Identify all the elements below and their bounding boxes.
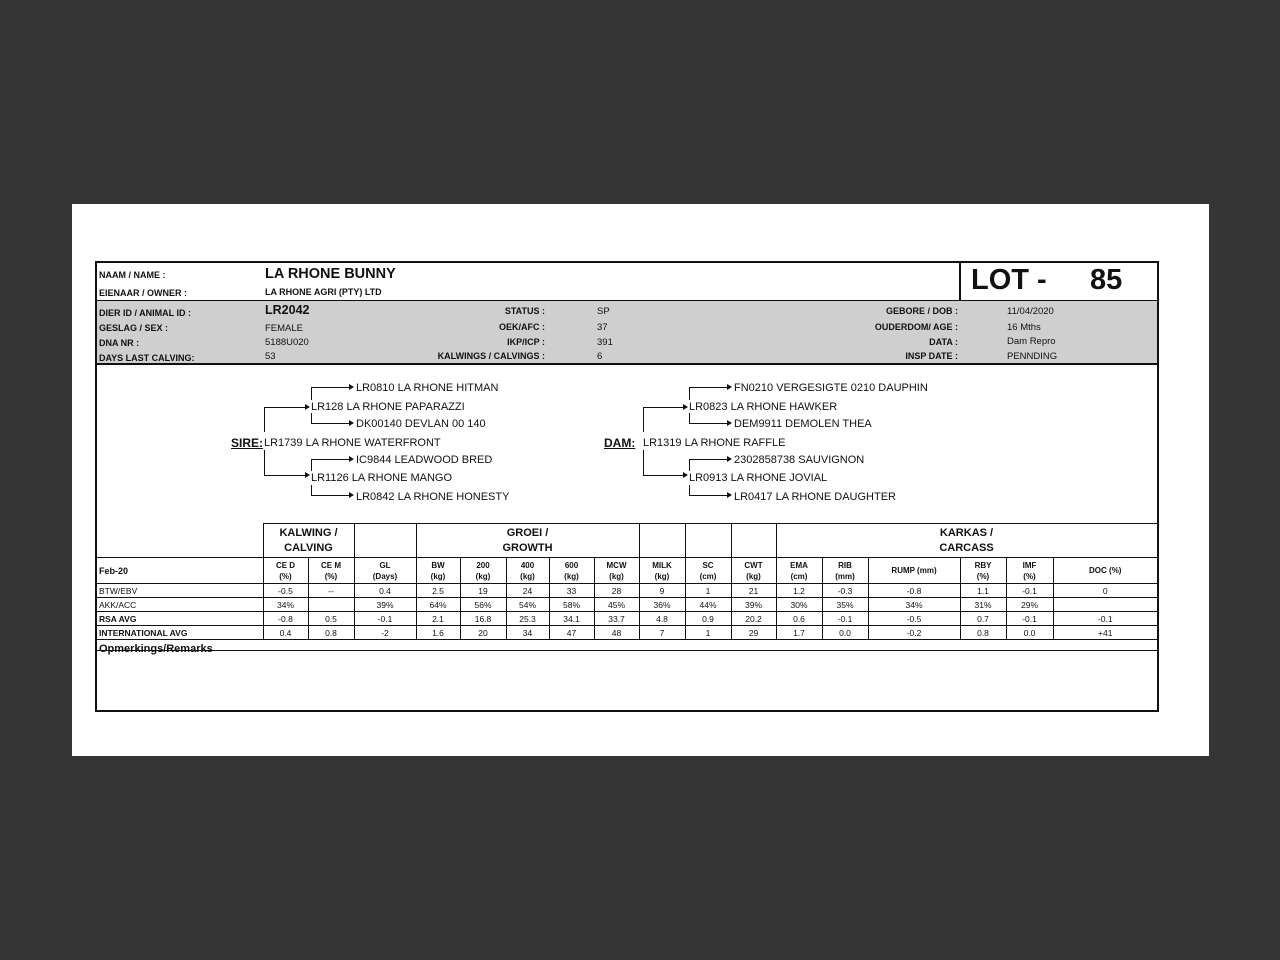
table-cell: 28 [594,584,639,598]
table-cell: 2.5 [416,584,460,598]
table-cell: 0 [1053,584,1157,598]
table-cell: 35% [822,598,868,612]
arrow-icon [683,404,688,410]
column-header: RUMP (mm) [868,558,960,584]
table-cell: 33.7 [594,612,639,626]
table-cell: 58% [549,598,594,612]
sex-label: GESLAG / SEX : [99,323,169,333]
table-cell: 1 [685,626,731,640]
table-cell: 48 [594,626,639,640]
dam-label: DAM: [604,436,636,450]
table-cell: 0.6 [776,612,822,626]
dam-dam-sire-name: 2302858738 SAUVIGNON [734,454,865,466]
divider [97,363,1157,365]
column-header: CE D (%) [263,558,308,584]
dam-sire-dam-name: DEM9911 DEMOLEN THEA [734,418,872,430]
table-row [97,598,1157,612]
table-cell: 31% [960,598,1006,612]
dam-dam-dam-name: LR0417 LA RHONE DAUGHTER [734,491,896,503]
pedigree-connector [689,387,730,400]
table-cell: 2.1 [416,612,460,626]
group-calving: KALWING / CALVING [263,524,354,558]
table-corner [97,524,263,558]
group-carcass: KARKAS / CARCASS [776,524,1157,558]
sire-dam-dam-name: LR0842 LA RHONE HONESTY [356,491,510,503]
table-cell: -0.1 [354,612,416,626]
pedigree-connector [689,459,730,471]
table-cell: 4.8 [639,612,685,626]
afc-label: OEK/AFC : [499,322,545,332]
group-header-row [97,524,1157,558]
lot-number: 85 [1090,264,1123,296]
sire-sire-dam-name: DK00140 DEVLAN 00 140 [356,418,486,430]
table-cell [639,524,685,558]
table-cell: 30% [776,598,822,612]
dam-sire-name: LR0823 LA RHONE HAWKER [689,401,838,413]
table-cell: 39% [354,598,416,612]
table-cell: 33 [549,584,594,598]
arrow-icon [727,492,732,498]
dob-label: GEBORE / DOB : [885,306,958,316]
pedigree-connector [643,407,686,432]
table-cell: -0.1 [1006,612,1053,626]
arrow-icon [305,472,310,478]
column-header: SC (cm) [685,558,731,584]
table-cell: -0.8 [263,612,308,626]
column-header: BW (kg) [416,558,460,584]
column-header: MCW (kg) [594,558,639,584]
table-cell: 16.8 [460,612,506,626]
pedigree-connector [264,407,308,432]
status-value: SP [597,306,610,317]
table-cell: 56% [460,598,506,612]
column-header: DOC (%) [1053,558,1157,584]
lot-box [959,263,1161,300]
table-cell: +41 [1053,626,1157,640]
table-row [97,584,1157,598]
table-cell: 36% [639,598,685,612]
sire-label: SIRE: [231,436,264,450]
data-label: DATA : [929,337,958,347]
table-cell: 19 [460,584,506,598]
table-cell: 44% [685,598,731,612]
table-cell: -0.2 [868,626,960,640]
column-header-row [97,558,1157,584]
owner-value: LA RHONE AGRI (PTY) LTD [265,287,382,297]
table-cell: 7 [639,626,685,640]
table-cell [685,524,731,558]
table-cell: 1.6 [416,626,460,640]
ebv-table [97,523,1157,640]
table-cell: -2 [354,626,416,640]
name-label: NAAM / NAME : [99,270,166,280]
table-cell: 1.1 [960,584,1006,598]
sex-value: FEMALE [265,323,304,334]
column-header: GL (Days) [354,558,416,584]
table-cell: -0.1 [1006,584,1053,598]
column-header: 200 (kg) [460,558,506,584]
table-cell: 0.4 [354,584,416,598]
table-cell: 21 [731,584,776,598]
table-cell: 0.9 [685,612,731,626]
info-band [97,301,1157,363]
days-label: DAYS LAST CALVING: [99,353,195,363]
table-cell: -0.8 [868,584,960,598]
age-value: 16 Mths [1007,322,1041,333]
arrow-icon [349,456,354,462]
row-label: RSA AVG [97,612,263,626]
icp-label: IKP/ICP : [507,337,545,347]
column-header: 600 (kg) [549,558,594,584]
dna-label: DNA NR : [99,338,140,348]
table-cell: 29 [731,626,776,640]
pedigree-connector [689,485,730,496]
pedigree-connector [311,485,352,496]
arrow-icon [727,456,732,462]
lot-label: LOT - [971,264,1047,296]
arrow-icon [349,492,354,498]
sire-sire-name: LR128 LA RHONE PAPARAZZI [311,401,465,413]
sire-dam-name: LR1126 LA RHONE MANGO [311,472,453,484]
table-cell: 39% [731,598,776,612]
icp-value: 391 [597,337,613,348]
arrow-icon [727,384,732,390]
table-cell: -0.1 [1053,612,1157,626]
group-growth: GROEI / GROWTH [416,524,639,558]
arrow-icon [349,420,354,426]
pedigree-connector [311,387,352,400]
table-cell [354,524,416,558]
table-cell: -0.3 [822,584,868,598]
column-header: RIB (mm) [822,558,868,584]
table-cell: 34% [263,598,308,612]
owner-label: EIENAAR / OWNER : [99,288,188,298]
date-label: Feb-20 [97,558,263,584]
table-cell: 34.1 [549,612,594,626]
column-header: 400 (kg) [506,558,549,584]
animal-id-value: LR2042 [265,303,310,317]
animal-id-label: DIER ID / ANIMAL ID : [99,308,191,318]
age-label: OUDERDOM/ AGE : [874,322,958,332]
table-cell: 1.7 [776,626,822,640]
table-cell: 0.0 [1006,626,1053,640]
table-cell: 25.3 [506,612,549,626]
pedigree-connector [264,450,308,476]
table-cell: 54% [506,598,549,612]
row-label: AKK/ACC [97,598,263,612]
arrow-icon [349,384,354,390]
days-value: 53 [265,351,276,362]
table-row [97,626,1157,640]
table-cell: -0.1 [822,612,868,626]
table-cell: 64% [416,598,460,612]
table-cell: 9 [639,584,685,598]
arrow-icon [305,404,310,410]
insp-value: PENNDING [1007,351,1058,362]
column-header: MILK (kg) [639,558,685,584]
table-cell: 34% [868,598,960,612]
sire-name: LR1739 LA RHONE WATERFRONT [264,437,441,449]
table-cell: 0.7 [960,612,1006,626]
row-label: INTERNATIONAL AVG [97,626,263,640]
table-cell: 0.5 [308,612,354,626]
data-value: Dam Repro [1007,336,1056,347]
column-header: CWT (kg) [731,558,776,584]
table-cell: 34 [506,626,549,640]
dam-name: LR1319 LA RHONE RAFFLE [643,437,786,449]
arrow-icon [727,420,732,426]
table-cell [308,598,354,612]
table-cell [731,524,776,558]
pedigree-connector [689,413,730,424]
table-cell: 1.2 [776,584,822,598]
pedigree-connector [311,459,352,471]
column-header: CE M (%) [308,558,354,584]
dam-sire-sire-name: FN0210 VERGESIGTE 0210 DAUPHIN [734,382,928,394]
calvings-label: KALWINGS / CALVINGS : [437,351,545,361]
table-cell: 0.4 [263,626,308,640]
insp-label: INSP DATE : [905,351,958,361]
table-cell [1053,598,1157,612]
table-cell: 24 [506,584,549,598]
dam-dam-name: LR0913 LA RHONE JOVIAL [689,472,828,484]
table-cell: 20 [460,626,506,640]
table-cell: 0.8 [308,626,354,640]
table-cell: 0.8 [960,626,1006,640]
table-cell: 1 [685,584,731,598]
sire-sire-sire-name: LR0810 LA RHONE HITMAN [356,382,499,394]
status-label: STATUS : [504,306,545,316]
table-cell: 20.2 [731,612,776,626]
dna-value: 5188U020 [265,337,309,348]
table-cell: 45% [594,598,639,612]
pedigree-connector [311,413,352,424]
column-header: IMF (%) [1006,558,1053,584]
table-cell: 29% [1006,598,1053,612]
pedigree-connector [643,450,686,476]
table-cell: 47 [549,626,594,640]
divider [97,650,1157,651]
column-header: EMA (cm) [776,558,822,584]
afc-value: 37 [597,322,608,333]
dob-value: 11/04/2020 [1007,306,1054,317]
column-header: RBY (%) [960,558,1006,584]
table-cell: -0.5 [868,612,960,626]
document-page [72,204,1209,756]
arrow-icon [683,472,688,478]
sire-dam-sire-name: IC9844 LEADWOOD BRED [356,454,493,466]
row-label: BTW/EBV [97,584,263,598]
table-cell: -- [308,584,354,598]
remarks-label: Opmerkings/Remarks [99,643,213,655]
calvings-value: 6 [597,351,603,362]
table-cell: 0.0 [822,626,868,640]
lot-sheet [95,261,1159,712]
animal-name: LA RHONE BUNNY [265,266,396,282]
table-cell: -0.5 [263,584,308,598]
table-row [97,612,1157,626]
